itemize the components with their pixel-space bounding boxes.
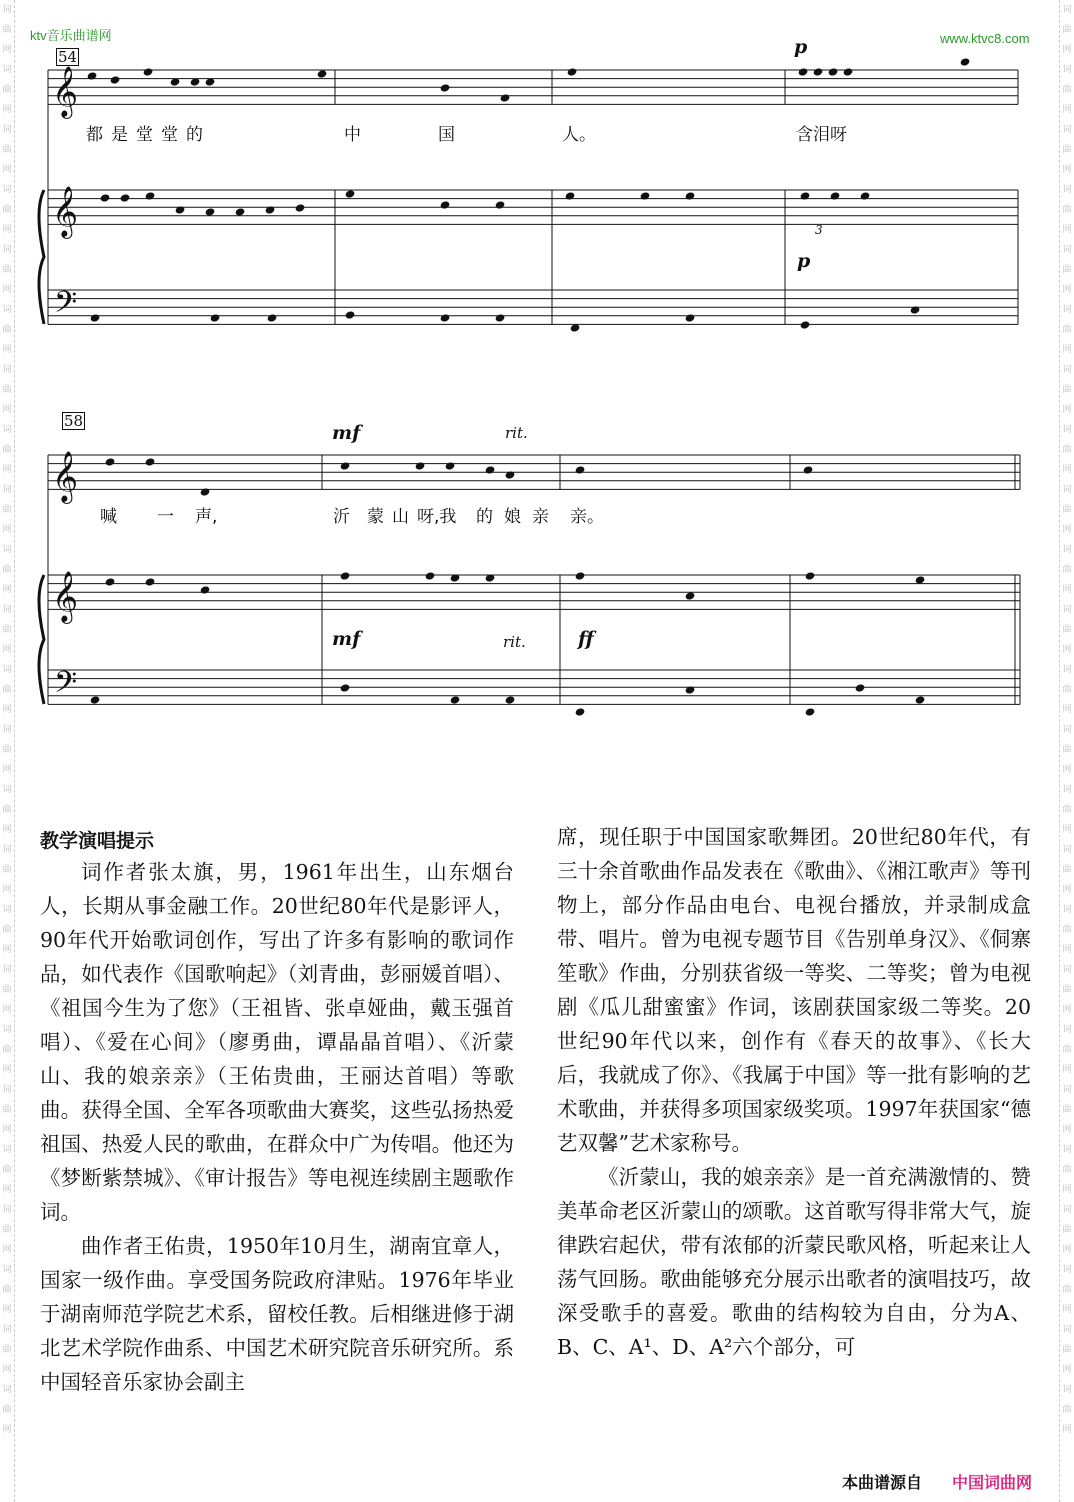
bass-clef-icon: 𝄢	[54, 286, 78, 327]
dynamic-piano: p	[797, 250, 811, 272]
source-label: 本曲谱源自	[842, 1473, 923, 1492]
lyric: 亲	[532, 507, 549, 527]
notehead	[440, 313, 451, 322]
notehead	[265, 205, 276, 214]
lyric: 国	[438, 125, 455, 145]
article-right-column	[557, 820, 1031, 1364]
notehead	[500, 93, 511, 102]
lyric: 人。	[562, 125, 596, 145]
brace	[39, 575, 44, 704]
notehead	[640, 191, 651, 200]
treble-clef-icon: 𝄞	[52, 451, 79, 502]
notehead	[803, 465, 814, 474]
notehead	[495, 200, 506, 209]
notehead	[210, 313, 221, 322]
notehead	[860, 191, 871, 200]
paragraph: 词作者张太旗，男，1961年出生，山东烟台人，长期从事金融工作。20世纪80年代是影评人，90年代开始歌词创作，写出了许多有影响的歌词作品，如代表作《国歌响起》（刘青曲，彭丽媛首唱）、《祖国今生为了您》（王祖皆、张卓娅曲，戴玉强首唱）、《爱在心间》（廖勇曲，谭晶晶首唱）、《沂蒙山、我的娘亲亲》（王佑贵曲，王丽达首唱）等歌曲。获得全国、全军各项歌曲大赛奖，这些弘扬热爱祖国、热爱人民的歌曲，在群众中广为传唱。他还为《梦断紫禁城》、《审计报告》等电视连续剧主题歌作词。	[40, 860, 514, 1224]
notehead	[425, 571, 436, 580]
notehead	[505, 470, 516, 479]
notehead	[813, 67, 824, 76]
notehead	[317, 69, 328, 78]
lyric: 都是堂堂的	[86, 125, 211, 145]
notehead	[575, 707, 586, 716]
dynamic-piano: mf	[332, 628, 361, 650]
notehead	[485, 465, 496, 474]
rit-mark: rit.	[505, 424, 528, 442]
notehead	[145, 577, 156, 586]
notehead	[340, 683, 351, 692]
notehead	[960, 57, 971, 66]
notehead	[800, 191, 811, 200]
measure-number: 58	[64, 412, 84, 430]
brace	[39, 190, 44, 324]
section-heading: 教学演唱提示	[40, 830, 155, 852]
notehead	[90, 695, 101, 704]
lyric: 山	[392, 507, 409, 527]
treble-clef-icon: 𝄞	[52, 571, 79, 622]
notehead	[495, 313, 506, 322]
notehead	[830, 191, 841, 200]
notehead	[345, 189, 356, 198]
notehead	[800, 320, 811, 329]
notehead	[105, 577, 116, 586]
notehead	[440, 83, 451, 92]
side-watermark-left: 词 曲 网 词 曲 网 词 曲 网 词 曲 网 词 曲 网 词 曲 网 词 曲 网 词 曲 网 词 曲 网 词 曲 网 词 曲 网 词 曲 网 词 曲 网 词 曲 网 词 曲 网 词 曲 网 词 曲 网 词 曲 网 词 曲 网 词 曲 网 词 曲 网 词 曲 网 词 曲 网 词 曲 网	[0, 0, 15, 1502]
treble-clef-icon: 𝄞	[52, 186, 79, 237]
notehead	[505, 695, 516, 704]
notehead	[915, 695, 926, 704]
notehead	[805, 571, 816, 580]
notehead	[295, 203, 306, 212]
watermark-left: ktv音乐曲谱网	[30, 28, 112, 43]
dynamic-ff: ff	[578, 628, 594, 650]
notehead	[575, 571, 586, 580]
bass-clef-icon: 𝄢	[54, 666, 78, 707]
notehead	[415, 461, 426, 470]
notehead	[450, 695, 461, 704]
paragraph: 席，现任职于中国国家歌舞团。20世纪80年代，有三十余首歌曲作品发表在《歌曲》、《湘江歌声》等刊物上，部分作品由电台、电视台播放，并录制成盒带、唱片。曾为电视专题节目《告别单身汉》、《侗寨笙歌》作曲，分别获省级一等奖、二等奖；曾为电视剧《瓜儿甜蜜蜜》作词，该剧获国家级二等奖。20世纪90年代以来，创作有《春天的故事》、《长大后，我就成了你》、《我属于中国》等一批有影响的艺术歌曲，并获得多项国家级奖项。1997年获国家“德艺双馨”艺术家称号。	[557, 825, 1031, 1155]
lyric: 的	[476, 507, 493, 527]
notehead	[90, 313, 101, 322]
side-watermark-right: 词 曲 网 词 曲 网 词 曲 网 词 曲 网 词 曲 网 词 曲 网 词 曲 网 词 曲 网 词 曲 网 词 曲 网 词 曲 网 词 曲 网 词 曲 网 词 曲 网 词 曲 网 词 曲 网 词 曲 网 词 曲 网 词 曲 网 词 曲 网 词 曲 网 词 曲 网 词 曲 网 词 曲 网	[1059, 0, 1074, 1502]
notehead	[685, 685, 696, 694]
rit-mark: rit.	[503, 633, 526, 651]
notehead	[345, 310, 356, 319]
notehead	[145, 457, 156, 466]
article-left-column	[40, 855, 514, 1399]
notehead	[445, 461, 456, 470]
notehead	[910, 305, 921, 314]
notehead	[340, 461, 351, 470]
notehead	[200, 585, 211, 594]
notehead	[805, 707, 816, 716]
notehead	[87, 71, 98, 80]
notehead	[200, 487, 211, 496]
notehead	[340, 571, 351, 580]
notehead	[685, 313, 696, 322]
notehead	[843, 67, 854, 76]
notehead	[565, 191, 576, 200]
lyric: 中	[344, 125, 361, 145]
lyric: 蒙	[367, 507, 384, 527]
notehead	[120, 193, 131, 202]
notehead	[145, 191, 156, 200]
notehead	[110, 75, 121, 84]
notehead	[828, 67, 839, 76]
lyric: 呀,我	[417, 507, 457, 527]
lyric: 声,	[195, 507, 218, 527]
lyric: 一	[157, 507, 174, 527]
tuplet-number: 3	[815, 223, 823, 237]
notehead	[105, 457, 116, 466]
lyric: 亲。	[570, 507, 604, 527]
treble-clef-icon: 𝄞	[52, 66, 79, 117]
paragraph: 《沂蒙山，我的娘亲亲》是一首充满激情的、赞美革命老区沂蒙山的颂歌。这首歌写得非常大气，旋律跌宕起伏，带有浓郁的沂蒙民歌风格，听起来让人荡气回肠。歌曲能够充分展示出歌者的演唱技巧，故深受歌手的喜爱。歌曲的结构较为自由，分为A、B、C、A¹、D、A²六个部分，可	[557, 1165, 1031, 1359]
notehead	[175, 205, 186, 214]
notehead	[267, 313, 278, 322]
notehead	[685, 191, 696, 200]
source-site-link[interactable]: 中国词曲网	[952, 1473, 1033, 1492]
lyric: 含泪呀	[796, 125, 847, 145]
notehead	[100, 193, 111, 202]
lyric: 喊	[100, 507, 117, 527]
notehead	[855, 683, 866, 692]
paragraph: 曲作者王佑贵，1950年10月生，湖南宜章人，国家一级作曲。享受国务院政府津贴。1976年毕业于湖南师范学院艺术系，留校任教。后相继进修于湖北艺术学院作曲系、中国艺术研究院音乐研究所。系中国轻音乐家协会副主	[40, 1234, 514, 1394]
dynamic-vocal: mf	[332, 422, 361, 444]
notehead	[798, 67, 809, 76]
notehead	[440, 200, 451, 209]
notehead	[567, 67, 578, 76]
lyric: 娘	[504, 507, 521, 527]
lyric: 沂	[333, 507, 350, 527]
notehead	[575, 465, 586, 474]
notehead	[143, 67, 154, 76]
measure-number: 54	[58, 48, 78, 66]
watermark-right: www.ktvc8.com	[940, 31, 1030, 46]
dynamic-vocal: p	[794, 36, 808, 58]
